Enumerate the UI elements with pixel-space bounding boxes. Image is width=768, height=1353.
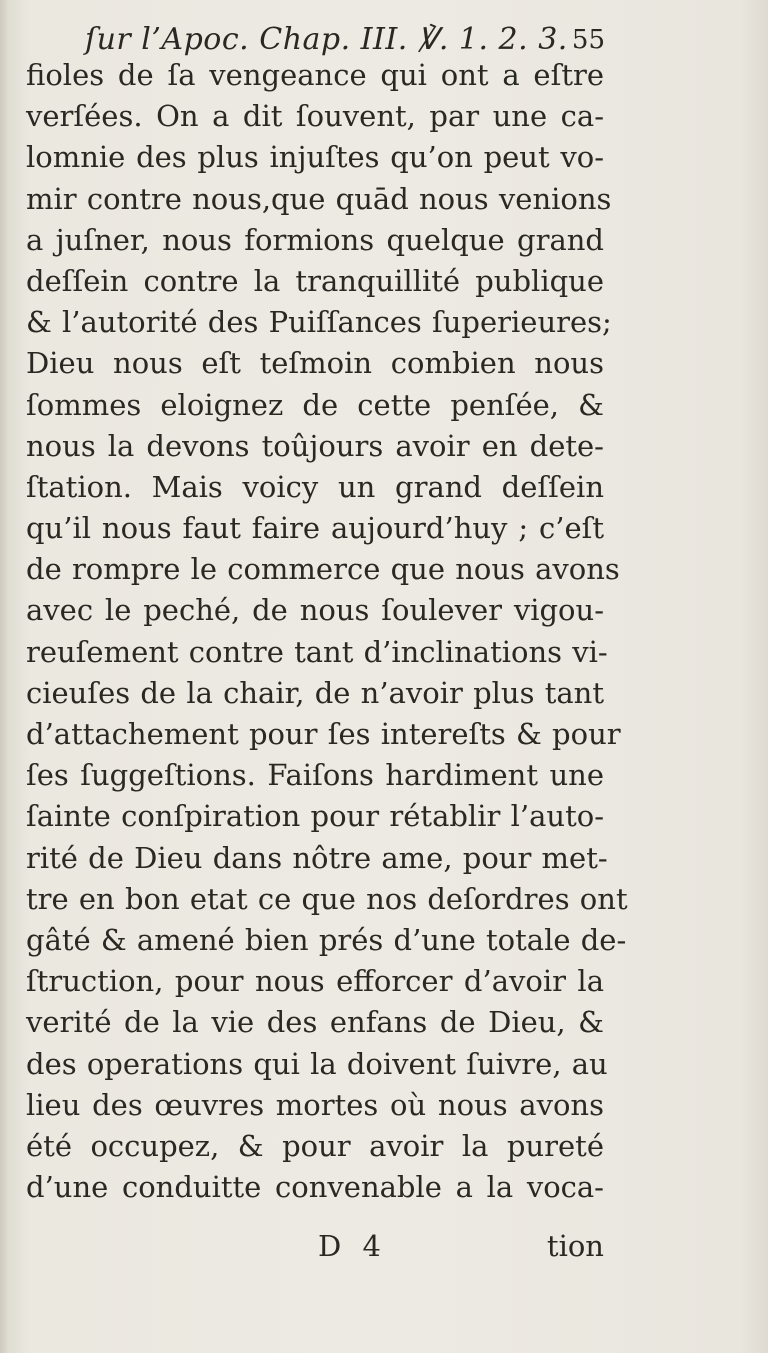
text-line: de rompre le commerce que nous avons bbox=[26, 552, 620, 587]
text-line: nous la devons toûjours avoir en dete- bbox=[26, 428, 604, 463]
text-line: tre en bon etat ce que nos deſordres ont bbox=[26, 881, 628, 916]
text-line: lomnie des plus injuſtes qu’on peut vo- bbox=[26, 140, 604, 175]
text-line: gâté & amené bien prés d’une totale de- bbox=[26, 922, 627, 957]
text-line: avec le peché, de nous ſoulever vigou- bbox=[26, 593, 604, 628]
text-line: ſtation. Mais voicy un grand deſſein bbox=[26, 469, 604, 504]
page-edge-shadow bbox=[0, 0, 8, 1353]
text-line: ſtruction, pour nous efforcer d’avoir la bbox=[26, 964, 604, 999]
text-line: reuſement contre tant d’inclinations vi- bbox=[26, 634, 608, 669]
text-line: Dieu nous eſt teſmoin combien nous bbox=[26, 346, 604, 381]
text-line: cieuſes de la chair, de n’avoir plus tant bbox=[26, 675, 604, 710]
text-line: lieu des œuvres mortes où nous avons bbox=[26, 1087, 604, 1122]
body-text bbox=[26, 55, 628, 1208]
catchword: tion bbox=[546, 1229, 604, 1263]
text-line: été occupez, & pour avoir la pureté bbox=[26, 1128, 604, 1163]
text-line: deſſein contre la tranquillité publique bbox=[26, 263, 604, 298]
text-line: ſainte conſpiration pour rétablir l’auto- bbox=[26, 799, 604, 834]
text-line: a juſner, nous formions quelque grand bbox=[26, 222, 604, 257]
running-head: ſur l’Apoc. Chap. III. ℣. 1. 2. 3. bbox=[85, 22, 568, 57]
text-line: rité de Dieu dans nôtre ame, pour met- bbox=[26, 840, 608, 875]
page-footer bbox=[318, 1225, 604, 1267]
signature-mark: D 4 bbox=[318, 1229, 387, 1263]
text-line: mir contre nous,que quād nous venions bbox=[26, 181, 612, 216]
text-line: d’attachement pour ſes intereſts & pour bbox=[26, 717, 621, 751]
text-line: fioles de ſa vengeance qui ont a eſtre bbox=[26, 58, 604, 92]
text-line: qu’il nous faut faire aujourd’huy ; c’eſt bbox=[26, 511, 604, 546]
text-line: ſes ſuggeſtions. Faiſons hardiment une bbox=[26, 758, 604, 793]
text-line: & l’autorité des Puiſſances ſuperieures; bbox=[26, 305, 612, 340]
text-line: verſées. On a dit ſouvent, par une ca- bbox=[26, 99, 604, 134]
page-number: 55 bbox=[571, 25, 605, 55]
text-line: ſommes eloignez de cette penſée, & bbox=[26, 387, 604, 422]
text-line: d’une conduitte convenable a la voca- bbox=[26, 1170, 604, 1205]
text-line: des operations qui la doivent ſuivre, au bbox=[26, 1046, 608, 1081]
text-line: verité de la vie des enfans de Dieu, & bbox=[26, 1005, 604, 1040]
